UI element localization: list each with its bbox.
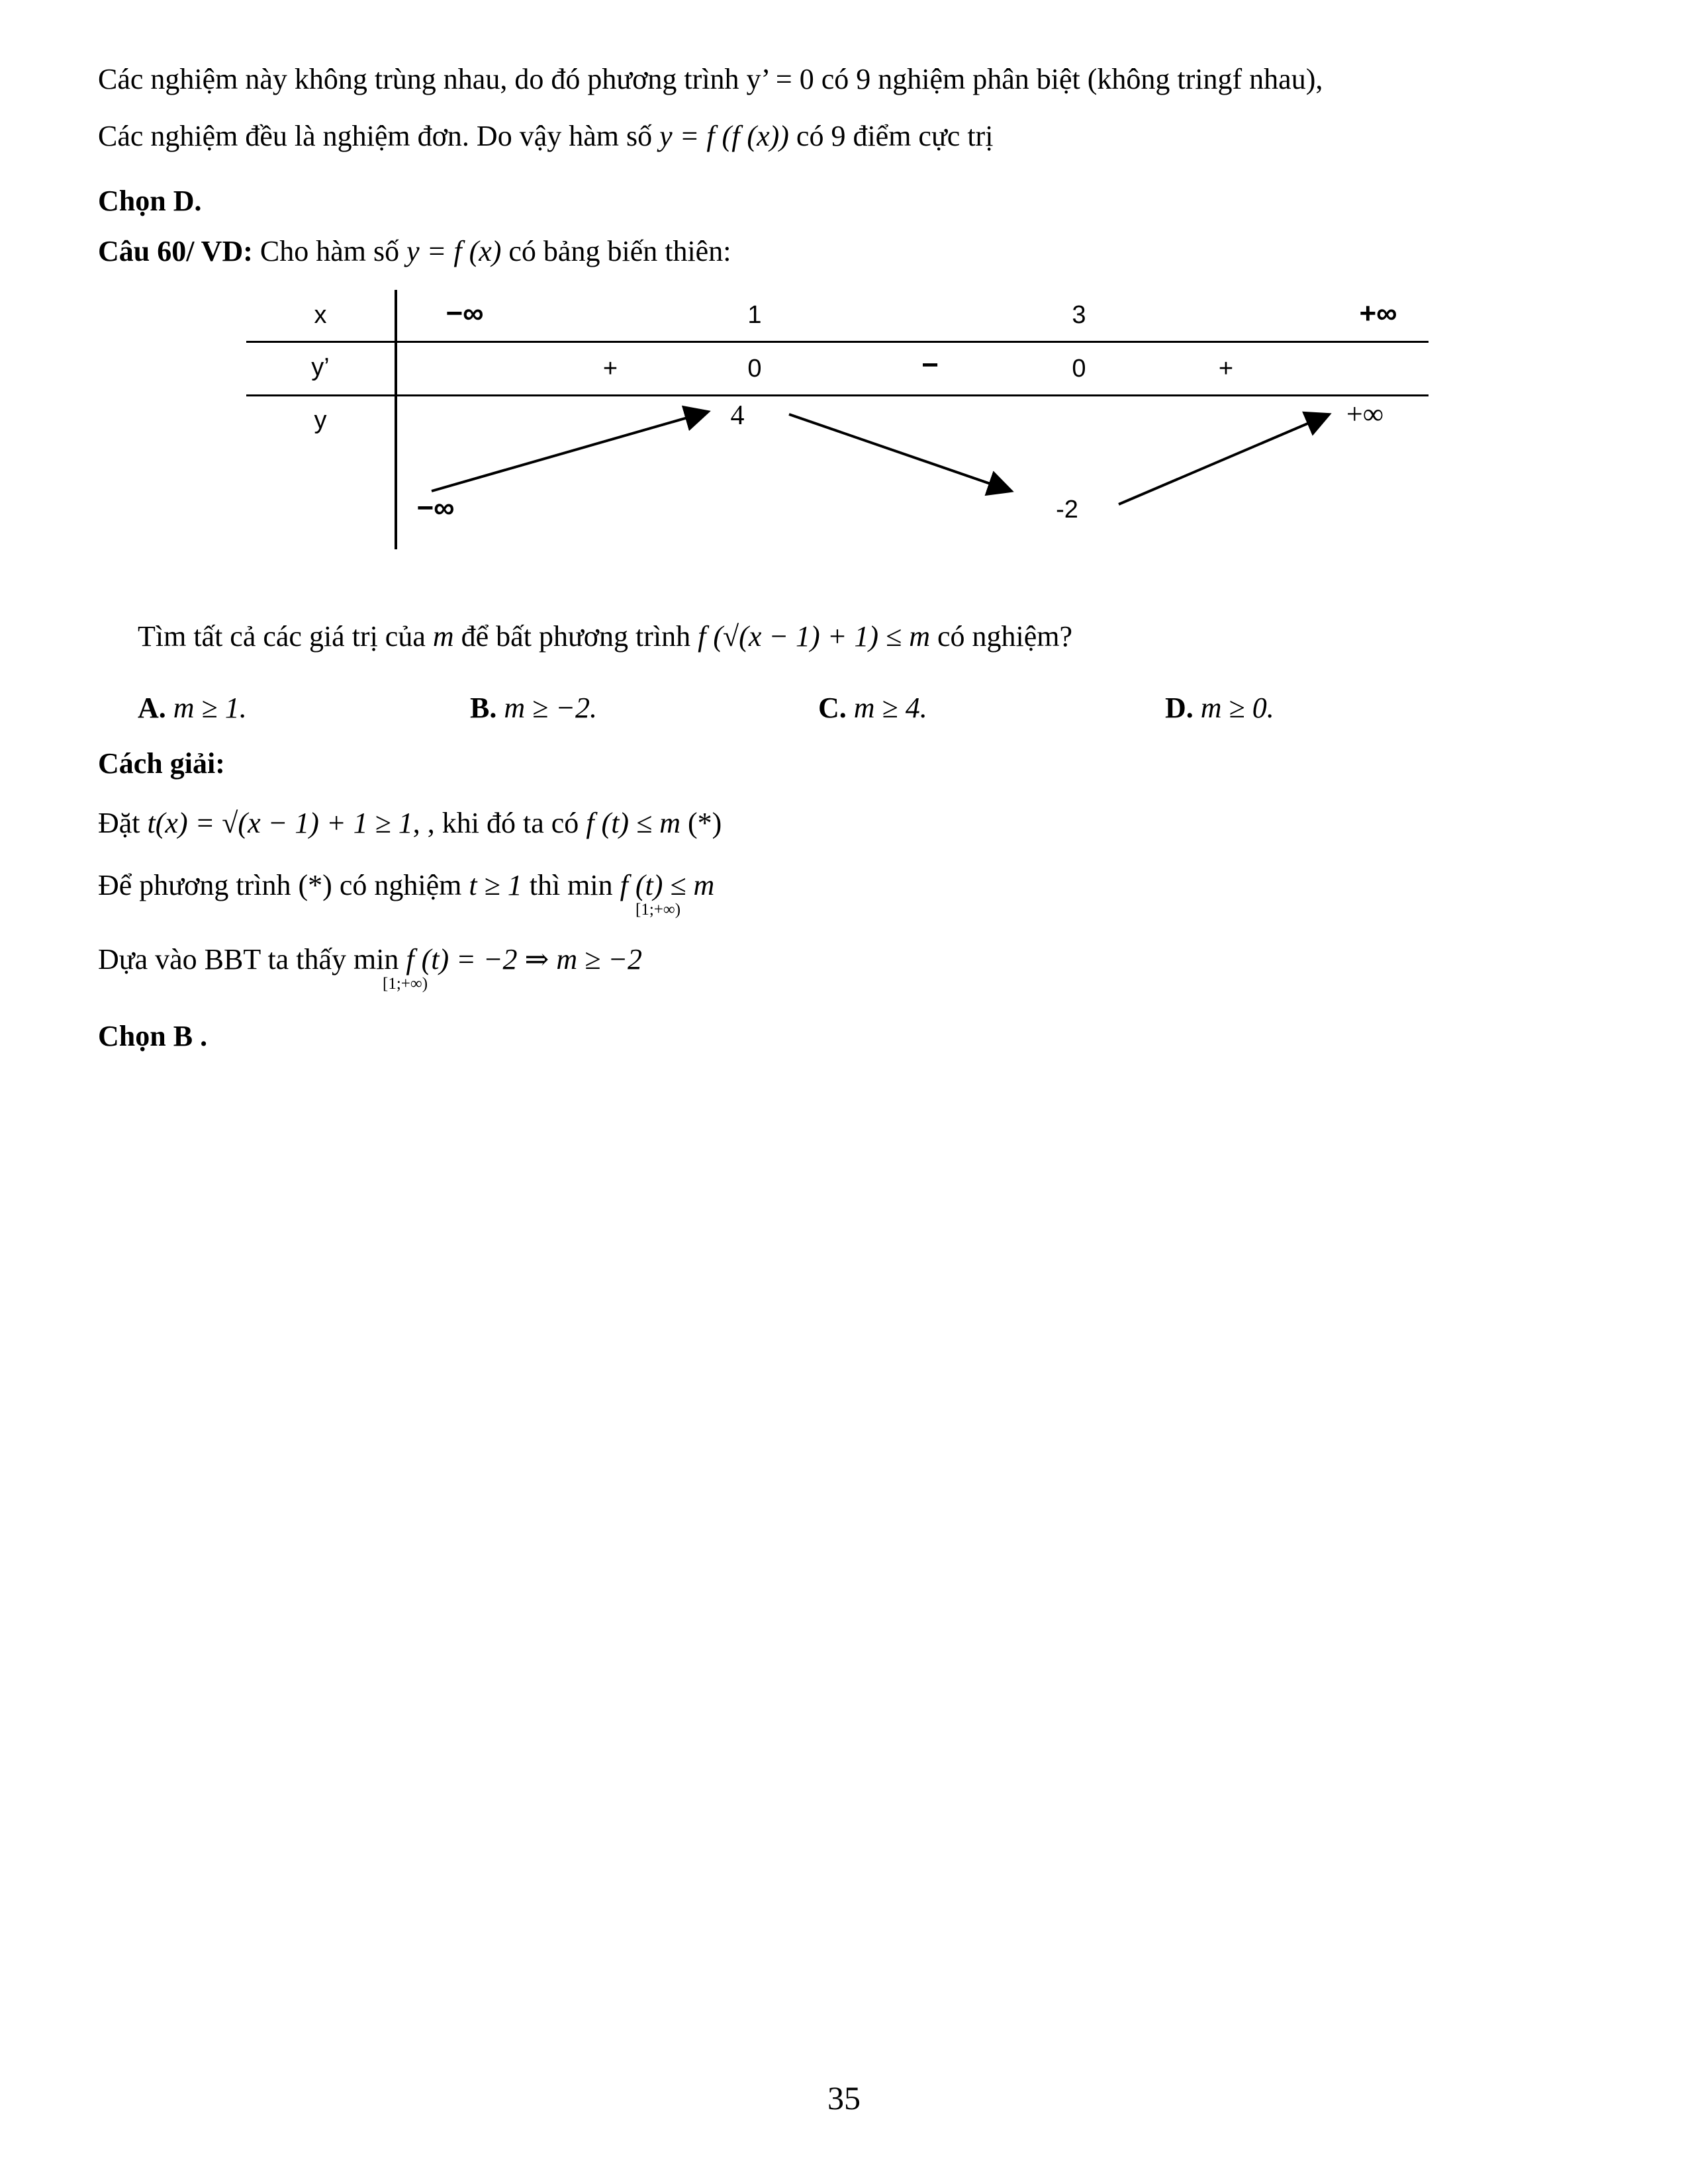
question-text-suffix: có bảng biến thiên: [501,235,731,267]
arrow-increasing-1 [432,412,708,491]
option-d-letter: D. [1165,692,1194,724]
solution-line-1 [98,805,722,842]
deriv-zero-1: 0 [747,355,762,383]
intro-line-2-prefix: Các nghiệm đều là nghiệm đơn. Do vậy hàm số [98,120,660,152]
deriv-sign-plus-1: + [602,355,618,383]
y-value-neg-inf: −∞ [416,492,455,524]
arrow-decreasing [789,414,1011,491]
question-prompt [138,618,1072,655]
option-b-value: m ≥ −2. [504,692,597,724]
sol2-mid: thì [522,869,568,901]
option-a-value: m ≥ 1. [173,692,247,724]
option-a [138,690,247,727]
solution-line-3 [98,941,642,978]
sol1-formula: t(x) = √(x − 1) + 1 ≥ 1 [147,807,413,839]
prompt-suffix: có nghiệm? [929,620,1073,653]
page-number: 35 [827,2079,861,2116]
option-c-letter: C. [818,692,847,724]
sol2-formula2: f (t) ≤ m [620,869,715,901]
sol2-prefix: Để phương trình (*) có nghiệm [98,869,469,901]
x-value-1: 1 [747,301,762,329]
sol1-formula2: f (t) ≤ m [586,807,680,839]
deriv-sign-plus-2: + [1218,355,1234,383]
sol1-suffix: (*) [680,807,722,839]
chon-d-answer: Chọn D. [98,185,202,217]
option-c [818,690,927,727]
solution-heading: Cách giải: [98,747,225,780]
option-b-letter: B. [470,692,497,724]
intro-line-2-suffix: có 9 điểm cực trị [788,120,994,152]
option-c-value: m ≥ 4. [853,692,927,724]
prompt-prefix: Tìm tất cả các giá trị của [138,620,433,653]
deriv-sign-minus: − [921,349,939,381]
x-value-neg-inf: −∞ [445,297,484,330]
sol2-min: min [567,869,613,901]
question-function: y = f (x) [406,235,502,267]
option-d-value: m ≥ 0. [1200,692,1274,724]
sol2-min-subscript: [1;+∞) [635,901,681,919]
arrow-increasing-2 [1119,414,1329,504]
sol1-prefix: Đặt [98,807,148,839]
y-value-pos-inf: +∞ [1346,398,1384,430]
sol2-formula: t ≥ 1 [469,869,522,901]
question-label: Câu 60/ VD: [98,235,253,267]
intro-line-1: Các nghiệm này không trùng nhau, do đó phương trình y’ = 0 có 9 nghiệm phân biệt (không tringf nhau), [98,63,1323,95]
chon-b-answer: Chọn B . [98,1020,208,1052]
option-a-letter: A. [138,692,166,724]
y-value-min-neg2: -2 [1056,496,1078,523]
prompt-mid: để bất phương trình [453,620,698,653]
sol3-min-subscript: [1;+∞) [383,975,428,993]
row-label-x: x [314,301,327,329]
sol3-min: min [353,943,399,976]
deriv-zero-2: 0 [1072,355,1086,383]
sol1-mid: , , khi đó ta có [412,807,586,839]
prompt-var: m [432,620,454,653]
x-value-pos-inf: +∞ [1359,297,1397,330]
variation-table [0,0,1688,563]
row-label-y: y [314,406,327,434]
solution-line-2 [98,867,714,904]
table-arrows [0,0,1688,563]
option-d [1165,690,1274,727]
x-value-3: 3 [1072,301,1086,329]
prompt-formula: f (√(x − 1) + 1) ≤ m [698,620,930,653]
option-b [470,690,597,727]
row-label-yprime: y’ [311,353,330,381]
sol3-prefix: Dựa vào BBT ta thấy [98,943,353,976]
sol3-formula: f (t) = −2 ⇒ m ≥ −2 [406,943,643,976]
y-value-max-4: 4 [730,400,745,431]
intro-line-2-formula: y = f (f (x)) [659,120,789,152]
question-text-prefix: Cho hàm số [252,235,407,267]
